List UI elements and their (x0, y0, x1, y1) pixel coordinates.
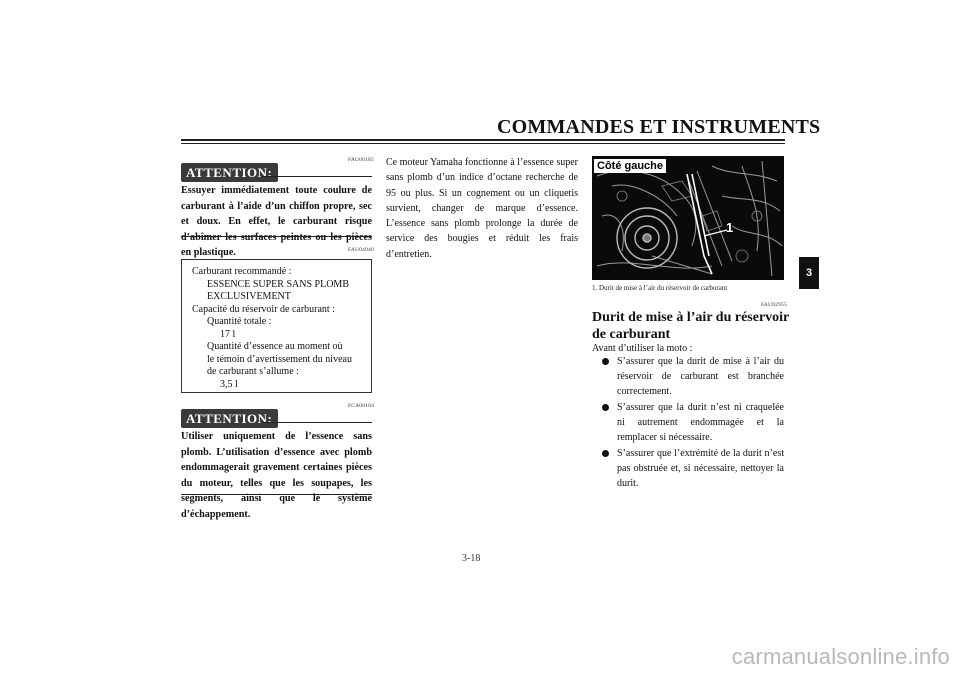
page-number: 3-18 (462, 553, 481, 564)
attention-rule (262, 176, 372, 177)
spec-line: Carburant recommandé : (192, 266, 292, 277)
list-item-text: S’assurer que l’extrémité de la durit n’est pas obstruée et, si nécessaire, nettoyer la durit. (617, 448, 784, 490)
bullet-icon (602, 404, 609, 411)
engine-photo (592, 156, 784, 280)
attention-label-text: ATTENTION: (181, 409, 278, 428)
attention-end-rule (181, 236, 372, 237)
reference-code: FCA00104 (348, 403, 375, 409)
spec-line: Quantité d’essence au moment où (207, 341, 343, 352)
chapter-tab: 3 (799, 257, 819, 289)
photo-callout-number: 1 (726, 220, 734, 235)
attention-label (181, 164, 278, 182)
engine-illustration (592, 156, 784, 280)
attention-label-text: ATTENTION: (181, 163, 278, 182)
reference-code: FAU04940 (348, 247, 374, 253)
reference-code: FAU00185 (348, 157, 374, 163)
fuel-description-text: Ce moteur Yamaha fonctionne à l’essence super sans plomb d’un indice d’octane recherche de 95 ou plus. Si un cognement ou un cliquetis survient, changer de marque d’essence. L’essence sans plomb prolonge la durée de service des bougies et réduit les frais d’entretien. (386, 157, 578, 260)
attention-end-rule (181, 494, 372, 495)
spec-line: Quantité totale : (207, 316, 272, 327)
list-item-text: S’assurer que la durit de mise à l’air du réservoir de carburant est branchée correctement. (617, 356, 784, 398)
spec-line: le témoin d’avertissement du niveau (207, 353, 352, 365)
attention-label (181, 410, 278, 428)
list-item (604, 400, 784, 446)
header-rule (181, 139, 785, 141)
spec-line: de carburant s’allume : (207, 366, 299, 377)
watermark: carmanualsonline.info (731, 644, 950, 669)
list-item (604, 446, 784, 492)
attention-rule (262, 422, 372, 423)
header-rule-thin (181, 143, 785, 144)
bullet-icon (602, 358, 609, 365)
spec-line: EXCLUSIVEMENT (207, 291, 291, 302)
spec-line: ESSENCE SUPER SANS PLOMB (207, 278, 349, 290)
section-title: Durit de mise à l’air du réservoir de carburant (592, 310, 790, 342)
spec-line: Capacité du réservoir de carburant : (192, 303, 335, 315)
attention-text: Essuyer immédiatement toute coulure de carburant à l’aide d’un chiffon propre, sec et doux. En effet, le carburant risque d’abîmer les surfaces peintes ou les pièces en plastique. (181, 185, 372, 258)
attention-text: Utiliser uniquement de l’essence sans plomb. L’utilisation d’essence avec plomb endommagerait gravement certaines pièces du moteur, telles que les soupapes, les segments, ainsi que le système d’échappement. (181, 431, 372, 520)
reference-code: FAU02955 (761, 302, 787, 308)
photo-caption: 1. Durit de mise à l’air du réservoir de carburant (592, 284, 728, 292)
bullet-icon (602, 450, 609, 457)
page-header-title: COMMANDES ET INSTRUMENTS (497, 116, 821, 138)
fuel-spec-box (181, 259, 372, 393)
spec-line: 17 l (220, 328, 236, 340)
section-intro: Avant d’utiliser la moto : (592, 343, 693, 354)
spec-line: 3,5 l (220, 378, 238, 390)
list-item (604, 354, 784, 400)
list-item-text: S’assurer que la durit n’est ni craquelée ni autrement endommagée et la remplacer si nécessaire. (617, 402, 784, 444)
photo-side-label: Côté gauche (594, 159, 666, 173)
